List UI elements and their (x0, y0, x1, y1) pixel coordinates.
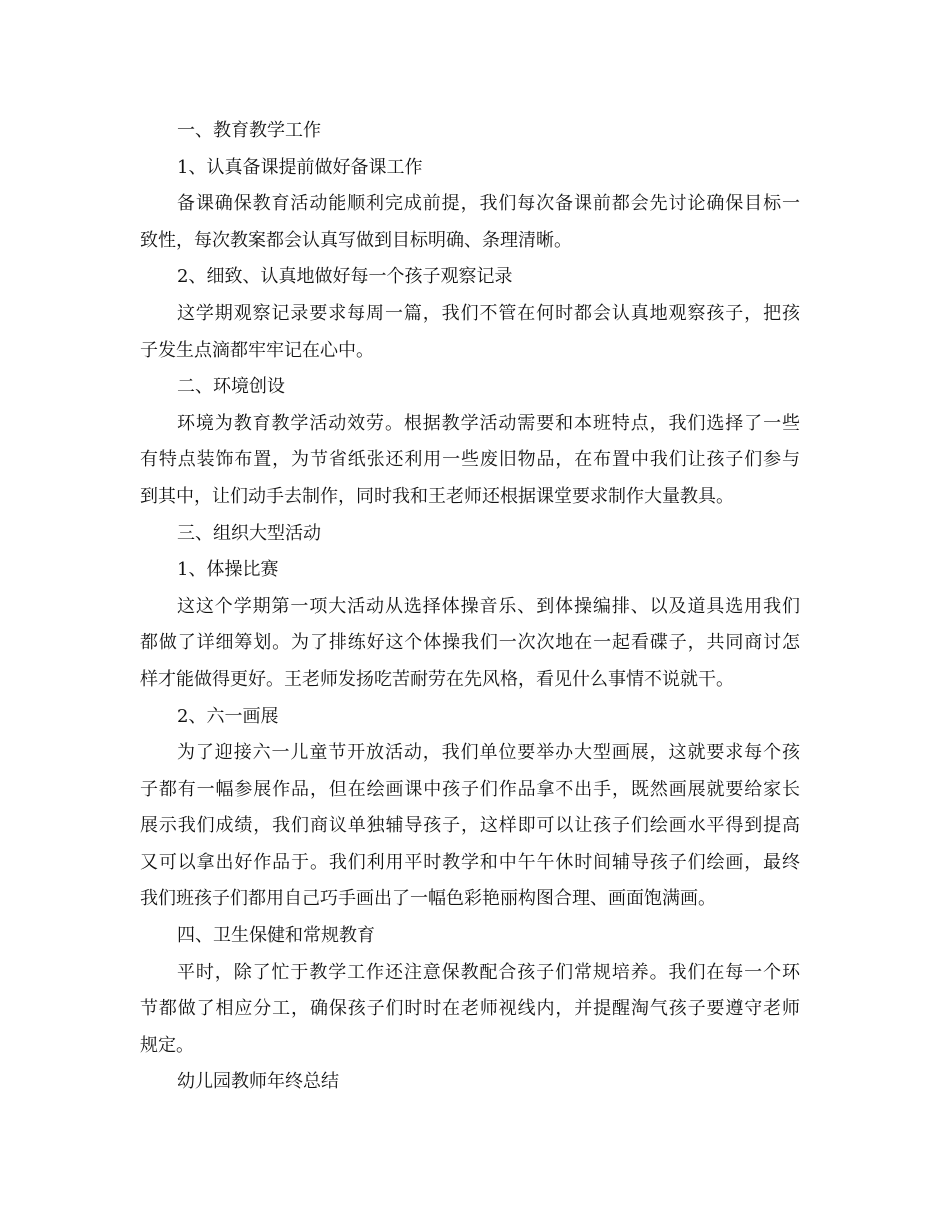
paragraph-line: 子都有一幅参展作品，但在绘画课中孩子们作品拿不出手，既然画展就要给家长 (140, 778, 800, 800)
paragraph-line: 节都做了相应分工，确保孩子们时时在老师视线内，并提醒淘气孩子要遵守老师 (140, 998, 800, 1020)
paragraph-line: 样才能做得更好。王老师发扬吃苦耐劳在先风格，看见什么事情不说就干。 (140, 668, 734, 690)
closing-title: 幼儿园教师年终总结 (177, 1071, 339, 1093)
paragraph-line: 规定。 (140, 1034, 194, 1056)
subheading-observation: 2、细致、认真地做好每一个孩子观察记录 (177, 266, 513, 288)
document-body (140, 113, 800, 1101)
paragraph-line: 平时，除了忙于教学工作还注意保教配合孩子们常规培养。我们在每一个环 (177, 961, 800, 983)
section-heading-environment: 二、环境创设 (177, 376, 285, 398)
paragraph-line: 都做了详细筹划。为了排练好这个体操我们一次次地在一起看碟子，共同商讨怎 (140, 632, 800, 654)
section-heading-activities: 三、组织大型活动 (177, 522, 321, 544)
paragraph-line: 致性，每次教案都会认真写做到目标明确、条理清晰。 (140, 229, 572, 251)
paragraph-line: 我们班孩子们都用自己巧手画出了一幅色彩艳丽构图合理、画面饱满画。 (140, 888, 716, 910)
section-heading-health: 四、卫生保健和常规教育 (177, 925, 375, 947)
subheading-lesson-prep: 1、认真备课提前做好备课工作 (177, 156, 423, 178)
paragraph-line: 这这个学期第一项大活动从选择体操音乐、到体操编排、以及道具选用我们 (177, 595, 800, 617)
paragraph-line: 有特点装饰布置，为节省纸张还利用一些废旧物品，在布置中我们让孩子们参与 (140, 449, 800, 471)
paragraph-line: 展示我们成绩，我们商议单独辅导孩子，这样即可以让孩子们绘画水平得到提高 (140, 815, 800, 837)
section-heading-teaching: 一、教育教学工作 (177, 120, 321, 141)
paragraph-line: 备课确保教育活动能顺利完成前提，我们每次备课前都会先讨论确保目标一 (177, 193, 800, 215)
paragraph-line: 这学期观察记录要求每周一篇，我们不管在何时都会认真地观察孩子，把孩 (177, 302, 800, 324)
subheading-gymnastics: 1、体操比赛 (177, 559, 279, 581)
paragraph-line: 又可以拿出好作品于。我们利用平时教学和中午午休时间辅导孩子们绘画，最终 (140, 851, 800, 873)
paragraph-line: 为了迎接六一儿童节开放活动，我们单位要举办大型画展，这就要求每个孩 (177, 742, 800, 764)
subheading-art-show: 2、六一画展 (177, 705, 279, 727)
paragraph-line: 子发生点滴都牢牢记在心中。 (140, 339, 374, 361)
paragraph-line: 环境为教育教学活动效劳。根据教学活动需要和本班特点，我们选择了一些 (177, 412, 800, 434)
paragraph-line: 到其中，让们动手去制作，同时我和王老师还根据课堂要求制作大量教具。 (140, 485, 734, 507)
